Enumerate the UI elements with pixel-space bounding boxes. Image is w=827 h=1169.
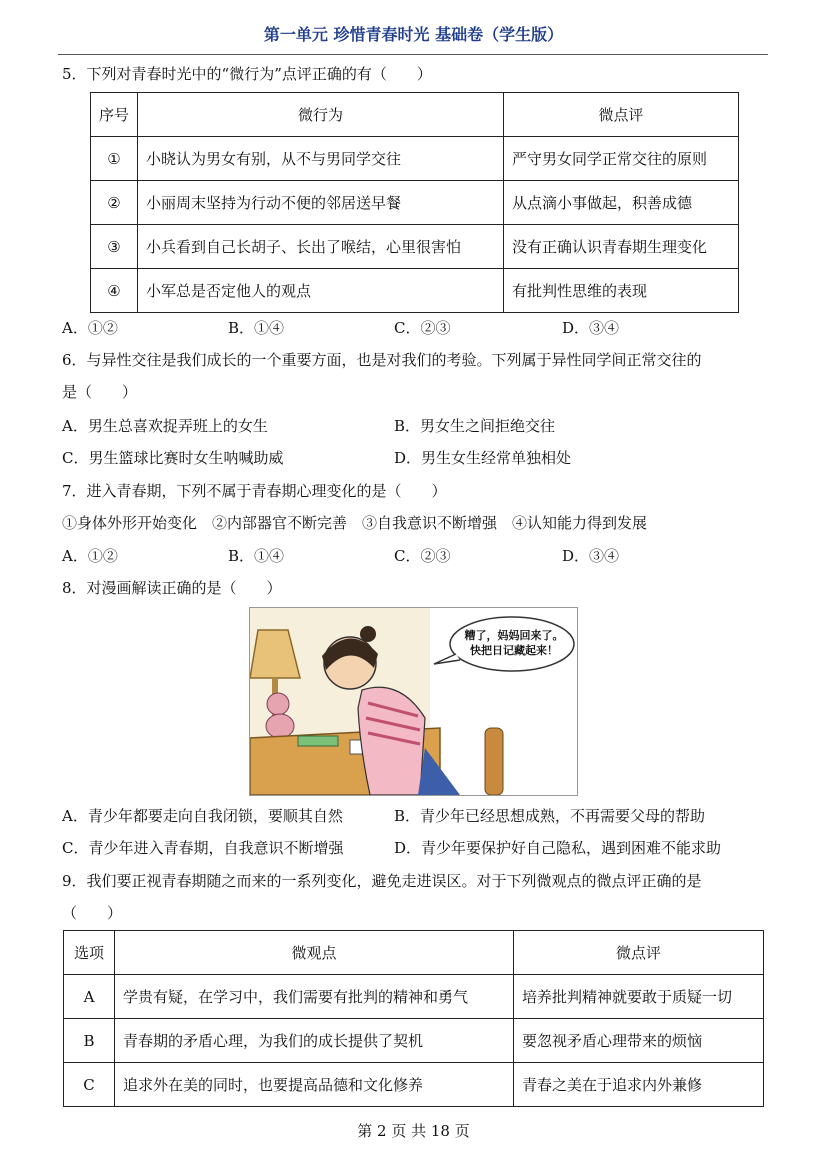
q5-header-comment: 微点评 [504,93,739,137]
table-cell: 青春期的矛盾心理，为我们的成长提供了契机 [115,1019,514,1063]
q9-header-viewpoint: 微观点 [115,931,514,975]
header-divider [58,54,768,55]
q7-items: ①身体外形开始变化 ②内部器官不断完善 ③自我意识不断增强 ④认知能力得到发展 [62,514,648,532]
table-cell: 小晓认为男女有别，从不与男同学交往 [138,137,504,181]
comic-illustration [249,607,578,796]
q7-option-a: A．①② [62,547,118,565]
table-cell: 青春之美在于追求内外兼修 [514,1063,764,1107]
q6-option-d: D．男生女生经常单独相处 [394,449,572,467]
q6-option-c: C．男生篮球比赛时女生呐喊助威 [62,449,284,467]
q9-stem-line2: （ ） [62,904,123,922]
q8-option-a: A．青少年都要走向自我闭锁，要顺其自然 [62,807,343,825]
table-cell: 没有正确认识青春期生理变化 [504,225,739,269]
table-row [64,975,764,1019]
q8-stem: 8．对漫画解读正确的是（ ） [62,579,282,597]
q5-option-d: D．③④ [562,319,620,337]
q7-option-d: D．③④ [562,547,620,565]
table-cell: 小兵看到自己长胡子、长出了喉结，心里很害怕 [138,225,504,269]
q9-header-comment: 微点评 [514,931,764,975]
table-cell: ② [91,181,138,225]
table-row [64,931,764,975]
table-row [91,93,739,137]
q9-table [63,930,764,1107]
q7-stem: 7．进入青春期，下列不属于青春期心理变化的是（ ） [62,482,447,500]
table-cell: 要忽视矛盾心理带来的烦恼 [514,1019,764,1063]
table-cell: 学贵有疑，在学习中，我们需要有批判的精神和勇气 [115,975,514,1019]
q8-option-d: D．青少年要保护好自己隐私，遇到困难不能求助 [394,839,722,857]
q5-stem: 5．下列对青春时光中的“微行为”点评正确的有（ ） [62,65,432,83]
q5-header-index: 序号 [91,93,138,137]
table-row [91,181,739,225]
q7-option-b: B．①④ [228,547,285,565]
page-header-title: 第一单元 珍惜青春时光 基础卷（学生版） [263,25,564,44]
table-cell: 追求外在美的同时，也要提高品德和文化修养 [115,1063,514,1107]
table-row [64,1063,764,1107]
table-cell: ① [91,137,138,181]
q6-option-a: A．男生总喜欢捉弄班上的女生 [62,417,268,435]
q5-option-a: A．①② [62,319,118,337]
q8-option-b: B．青少年已经思想成熟，不再需要父母的帮助 [394,807,706,825]
table-cell: A [64,975,115,1019]
table-cell: 严守男女同学正常交往的原则 [504,137,739,181]
table-row [91,137,739,181]
q8-option-c: C．青少年进入青春期，自我意识不断增强 [62,839,344,857]
q5-option-c: C．②③ [394,319,451,337]
table-row [64,1019,764,1063]
table-row [91,225,739,269]
table-cell: 小军总是否定他人的观点 [138,269,504,313]
q7-option-c: C．②③ [394,547,451,565]
q9-stem-line1: 9．我们要正视青春期随之而来的一系列变化，避免走进误区。对于下列微观点的微点评正确的是 [62,872,702,890]
table-cell: 培养批判精神就要敢于质疑一切 [514,975,764,1019]
table-cell: 有批判性思维的表现 [504,269,739,313]
comic-speech-bubble [459,628,569,658]
q6-stem-line1: 6．与异性交往是我们成长的一个重要方面，也是对我们的考验。下列属于异性同学间正常交往的 [62,351,702,369]
comic-bubble-line2: 快把日记藏起来！ [470,644,558,657]
q6-stem-line2: 是（ ） [62,383,138,401]
table-cell: 从点滴小事做起，积善成德 [504,181,739,225]
table-cell: 小丽周末坚持为行动不便的邻居送早餐 [138,181,504,225]
comic-bubble-line1: 糟了，妈妈回来了。 [464,629,564,642]
table-cell: B [64,1019,115,1063]
table-cell: C [64,1063,115,1107]
q9-header-option: 选项 [64,931,115,975]
q5-option-b: B．①④ [228,319,285,337]
q5-table [90,92,739,313]
q5-header-behavior: 微行为 [138,93,504,137]
table-cell: ④ [91,269,138,313]
q6-option-b: B．男女生之间拒绝交往 [394,417,556,435]
table-row [91,269,739,313]
table-cell: ③ [91,225,138,269]
page-footer-number: 第 2 页 共 18 页 [357,1122,470,1140]
